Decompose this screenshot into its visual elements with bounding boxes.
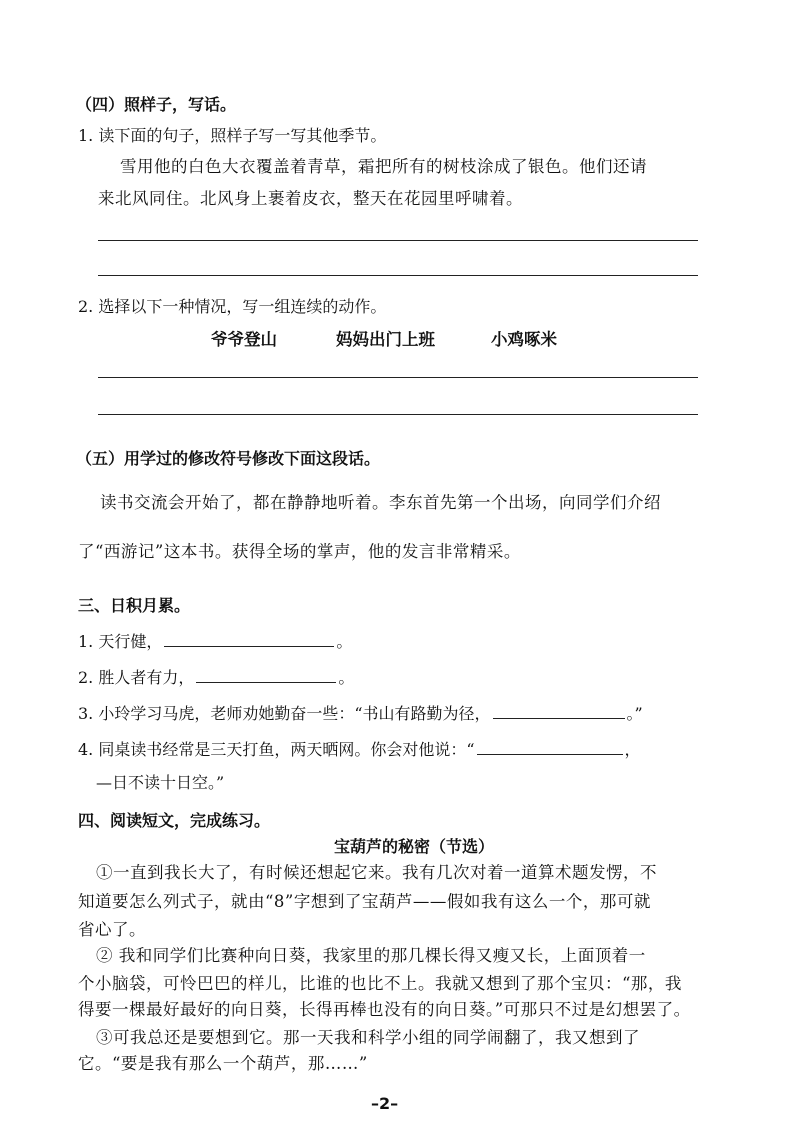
paragraph-line-1: 读书交流会开始了，都在静静地听着。李东首先第一个出场，向同学们介绍: [100, 493, 661, 512]
passage-p2-line-2: 个小脑袋，可怜巴巴的样儿，比谁的也比不上。我就又想到了那个宝贝：“那，我: [78, 974, 682, 993]
paragraph-line-2: 了“西游记”这本书。获得全场的掌声，他的发言非常精采。: [78, 542, 521, 561]
option-chick-pecking-rice: 小鸡啄米: [491, 330, 557, 349]
passage-p3-line-2: 它。“要是我有那么一个葫芦，那……”: [78, 1054, 368, 1073]
passage-p3-line-1: ③可我总还是要想到它。那一天我和科学小组的同学闹翻了，我又想到了: [96, 1028, 640, 1047]
example-sentence-line-1: 雪用他的白色大衣覆盖着青草，霜把所有的树枝涂成了银色。他们还请: [120, 157, 647, 176]
reading-passage-title: 宝葫芦的秘密（节选）: [334, 837, 495, 856]
option-mom-going-to-work: 妈妈出门上班: [336, 330, 435, 349]
blank-input[interactable]: [493, 702, 625, 719]
blank-input[interactable]: [477, 738, 623, 755]
answer-line[interactable]: [98, 377, 698, 378]
passage-p2-line-3: 得要一棵最好最好的向日葵，长得再棒也没有的向日葵。”可那只不过是幻想罢了。: [78, 1000, 691, 1019]
section-4-heading: （四）照样子，写话。: [76, 95, 237, 114]
section-5-heading: （五）用学过的修改符号修改下面这段话。: [76, 449, 381, 468]
part-3-heading: 三、日积月累。: [78, 596, 191, 615]
blank-input[interactable]: [196, 666, 336, 683]
answer-line[interactable]: [98, 240, 698, 241]
accumulation-question-4-line-2: —日不读十日空。”: [96, 773, 225, 792]
accumulation-question-3: 3. 小玲学习马虎，老师劝她勤奋一些：“书山有路勤为径， 。”: [78, 704, 643, 723]
accumulation-question-1: 1. 天行健， 。: [78, 632, 353, 651]
passage-p1-line-2: 知道要怎么列式子，就由“8”字想到了宝葫芦——假如我有这么一个，那可就: [78, 892, 651, 911]
answer-line[interactable]: [98, 414, 698, 415]
passage-p2-line-1: ② 我和同学们比赛种向日葵，我家里的那几棵长得又瘦又长，上面顶着一: [96, 946, 646, 965]
section-4-question-2: 2. 选择以下一种情况，写一组连续的动作。: [78, 297, 387, 316]
blank-input[interactable]: [164, 630, 334, 647]
part-4-heading: 四、阅读短文，完成练习。: [78, 811, 271, 830]
accumulation-question-4: 4. 同桌读书经常是三天打鱼，两天晒网。你会对他说：“ ，: [78, 740, 641, 759]
passage-p1-line-3: 省心了。: [78, 920, 146, 939]
option-grandpa-climbing: 爷爷登山: [211, 330, 277, 349]
accumulation-question-2: 2. 胜人者有力， 。: [78, 668, 355, 687]
section-4-question-1: 1. 读下面的句子，照样子写一写其他季节。: [78, 126, 387, 145]
page-number: –2–: [371, 1094, 399, 1113]
example-sentence-line-2: 来北风同住。北风身上裹着皮衣，整天在花园里呼啸着。: [98, 189, 523, 208]
passage-p1-line-1: ①一直到我长大了，有时候还想起它来。我有几次对着一道算术题发愣，不: [96, 863, 657, 882]
answer-line[interactable]: [98, 275, 698, 276]
